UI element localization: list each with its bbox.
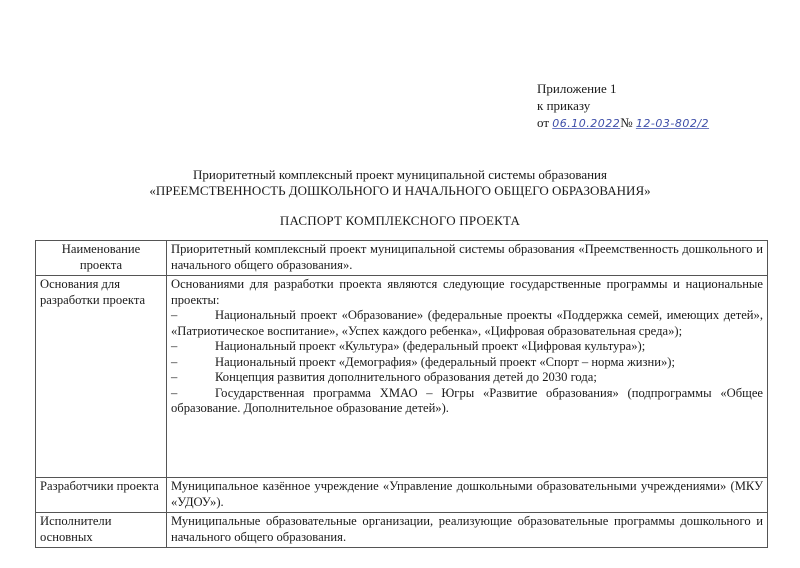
order-label: к приказу: [537, 98, 591, 113]
row-content: [167, 276, 768, 478]
handwritten-order-number: 12-03-802/2: [635, 117, 710, 130]
row-content: Муниципальные образовательные организации, реализующие образовательные программы дошкольного и начального общего образования.: [167, 513, 768, 548]
row-label: Основания для разработки проекта: [36, 276, 167, 478]
appendix-label: Приложение 1: [537, 81, 617, 96]
appendix-block: [537, 80, 709, 132]
handwritten-date: 06.10.2022: [552, 117, 621, 130]
row-content: Муниципальное казённое учреждение «Управление дошкольными образовательными учреждениями» (МКУ «УДОУ»).: [167, 478, 768, 513]
row-label: Наименование проекта: [36, 241, 167, 276]
passport-table: [35, 240, 768, 548]
project-title: «ПРЕЕМСТВЕННОСТЬ ДОШКОЛЬНОГО И НАЧАЛЬНОГО ОБЩЕГО ОБРАЗОВАНИЯ»: [149, 183, 651, 198]
list-item: – Национальный проект «Образование» (федеральные проекты «Поддержка семей, имеющих детей», «Патриотическое воспитание», «Успех каждого ребенка», «Цифровая образовательная среда»);: [171, 308, 763, 338]
date-prefix: от: [537, 115, 550, 130]
list-item: – Национальный проект «Культура» (федеральный проект «Цифровая культура»);: [171, 339, 646, 353]
project-subtitle: Приоритетный комплексный проект муниципальной системы образования: [192, 167, 607, 182]
bases-intro: Основаниями для разработки проекта являются следующие государственные программы и национальные проекты:: [171, 277, 763, 307]
passport-heading: ПАСПОРТ КОМПЛЕКСНОГО ПРОЕКТА: [279, 213, 521, 228]
table-row: [36, 513, 768, 548]
row-content: Приоритетный комплексный проект муниципальной системы образования «Преемственность дошкольного и начального общего образования».: [167, 241, 768, 276]
list-item: – Национальный проект «Демография» (федеральный проект «Спорт – норма жизни»);: [171, 354, 675, 369]
row-label: Исполнители основных: [36, 513, 167, 548]
order-date-number: [537, 114, 709, 132]
table-row: [36, 478, 768, 513]
list-item: – Государственная программа ХМАО – Югры «Развитие образования» (подпрограммы «Общее образование. Дополнительное образование детей»).: [171, 385, 763, 415]
table-row: [36, 241, 768, 276]
table-row: [36, 276, 768, 478]
list-item: – Концепция развития дополнительного образования детей до 2030 года;: [171, 370, 597, 384]
number-prefix: №: [620, 115, 633, 130]
row-label: Разработчики проекта: [36, 478, 167, 513]
